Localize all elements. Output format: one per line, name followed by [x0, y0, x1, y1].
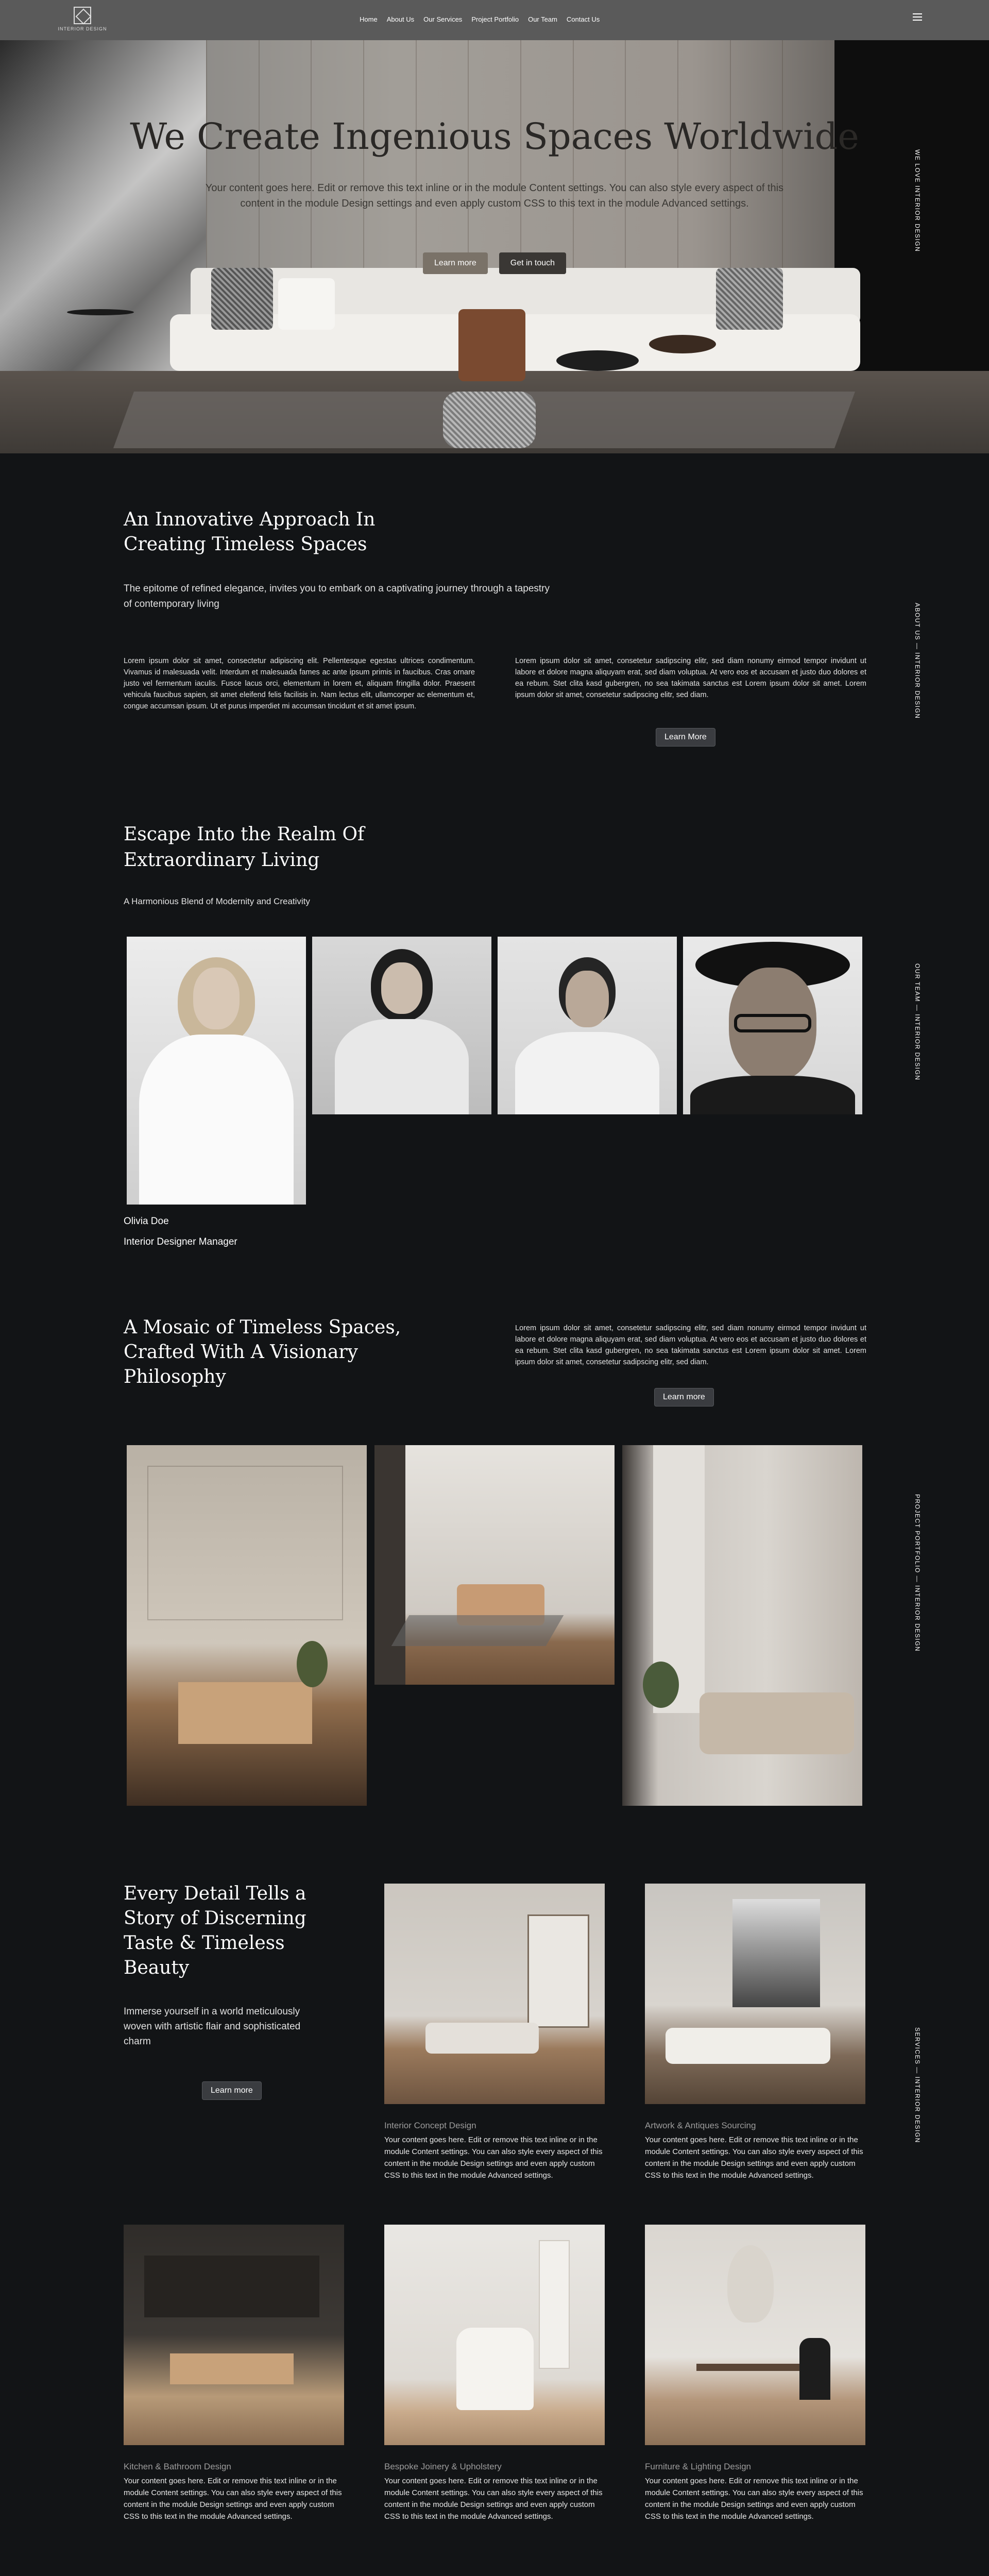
hero-title: We Create Ingenious Spaces Worldwide [130, 115, 859, 158]
portfolio-living-room-image[interactable] [374, 1445, 615, 1685]
services-title: Every Detail Tells a Story of Discerning Taste & Timeless Beauty [124, 1883, 306, 1978]
portfolio-text: Lorem ipsum dolor sit amet, consetetur sadipscing elitr, sed diam nonumy eirmod tempor invidunt ut labore et dolore magna aliquyam erat, sed diam voluptua. At vero eos et accusam et justo duo dolores et ea rebum. Stet clita kasd gubergren, no sea takimata sanctus est Lorem ipsum dolor sit amet. Lorem ipsum dolor sit amet, consetetur sadipscing elitr, sed diam. [515, 1324, 866, 1366]
service-image-artwork[interactable] [645, 1884, 865, 2104]
side-table [67, 309, 134, 315]
nav-home[interactable]: Home [360, 15, 378, 23]
side-label-portfolio: PROJECT PORTFOLIO — INTERIOR DESIGN [914, 1494, 921, 1652]
team-lead: A Harmonious Blend of Modernity and Creativity [124, 896, 310, 906]
hero-subtitle: Your content goes here. Edit or remove this text inline or in the module Content settings. You can also style every aspect of this content in the module Design settings and even apply custom CSS to this text in the module Advanced settings. [205, 182, 784, 209]
coffee-table [556, 350, 639, 371]
about-col1: Lorem ipsum dolor sit amet, consectetur adipiscing elit. Pellentesque egestas ultrices condimentum. Vivamus id malesuada velit. Interdum et malesuada fames ac ante ipsum primis in faucibus. Cras ornare justo vel fermentum iaculis. Fusce lacus orci, elementum in lorem et, aliquam fringilla dolor. Praesent vehicula faucibus sapien, sit amet eleifend felis facilisis in. Nam lectus elit, ullamcorper ac elementum et, congue accumsan ipsum. Ut et purus imperdiet mi accumsan tincidunt et sit amet ipsum. [124, 657, 475, 710]
nav-about[interactable]: About Us [386, 15, 415, 23]
service-image-joinery[interactable] [384, 2225, 605, 2445]
service-image-concept[interactable] [384, 1884, 605, 2104]
hamburger-menu-icon[interactable] [913, 13, 922, 21]
service-title-joinery: Bespoke Joinery & Upholstery [384, 2462, 502, 2471]
portfolio-lounge-image[interactable] [622, 1445, 862, 1806]
site-logo[interactable]: INTERIOR DESIGN [62, 3, 103, 35]
hero-sofa [170, 268, 860, 371]
service-image-furniture[interactable] [645, 2225, 865, 2445]
nav-services[interactable]: Our Services [423, 15, 463, 23]
portfolio-learn-more-button[interactable]: Learn more [654, 1388, 714, 1406]
logo-icon [74, 7, 91, 24]
about-title: An Innovative Approach In Creating Timeless Spaces [124, 509, 376, 555]
nav-contact[interactable]: Contact Us [566, 15, 600, 23]
get-in-touch-button[interactable]: Get in touch [499, 252, 566, 274]
service-text-artwork: Your content goes here. Edit or remove this text inline or in the module Content settings. You can also style every aspect of this content in the module Design settings and even apply custom CSS to this text in the module Advanced settings. [645, 2136, 863, 2180]
nav-portfolio[interactable]: Project Portfolio [471, 15, 519, 23]
service-text-kitchen: Your content goes here. Edit or remove this text inline or in the module Content settings. You can also style every aspect of this content in the module Design settings and even apply custom CSS to this text in the module Advanced settings. [124, 2477, 342, 2521]
team-photo-2[interactable] [312, 937, 491, 1114]
hero-section [0, 0, 989, 453]
side-label-team: OUR TEAM — INTERIOR DESIGN [914, 963, 921, 1081]
team-photo-olivia[interactable] [127, 937, 306, 1205]
side-label-hero: WE LOVE INTERIOR DESIGN [914, 149, 921, 252]
service-title-furniture: Furniture & Lighting Design [645, 2462, 752, 2471]
service-text-joinery: Your content goes here. Edit or remove this text inline or in the module Content settings. You can also style every aspect of this content in the module Design settings and even apply custom CSS to this text in the module Advanced settings. [384, 2477, 603, 2521]
side-label-about: ABOUT US — INTERIOR DESIGN [914, 603, 921, 719]
team-title: Escape Into the Realm Of Extraordinary Living [124, 824, 365, 871]
nav-team[interactable]: Our Team [528, 15, 557, 23]
services-learn-more-button[interactable]: Learn more [202, 2081, 262, 2100]
about-lead: The epitome of refined elegance, invites you to embark on a captivating journey through a tapestry of contemporary living [124, 583, 550, 609]
team-photo-3[interactable] [498, 937, 677, 1114]
portfolio-title: A Mosaic of Timeless Spaces, Crafted With A Visionary Philosophy [124, 1317, 401, 1387]
team-member-role: Interior Designer Manager [124, 1236, 237, 1247]
service-image-kitchen[interactable] [124, 2225, 344, 2445]
ottoman [443, 392, 536, 448]
about-col2: Lorem ipsum dolor sit amet, consetetur sadipscing elitr, sed diam nonumy eirmod tempor invidunt ut labore et dolore magna aliquyam erat, sed diam voluptua. At vero eos et accusam et justo duo dolores et ea rebum. Stet clita kasd gubergren, no sea takimata sanctus est Lorem ipsum dolor sit amet. Lorem ipsum dolor sit amet, consetetur sadipscing elitr, sed diam. [515, 657, 866, 699]
service-text-furniture: Your content goes here. Edit or remove this text inline or in the module Content settings. You can also style every aspect of this content in the module Design settings and even apply custom CSS to this text in the module Advanced settings. [645, 2477, 863, 2521]
portfolio-kitchen-image[interactable] [127, 1445, 367, 1806]
about-learn-more-button[interactable]: Learn More [656, 728, 715, 747]
services-lead: Immerse yourself in a world meticulously woven with artistic flair and sophisticated charm [124, 2006, 301, 2047]
top-nav [0, 0, 989, 40]
service-title-concept: Interior Concept Design [384, 2121, 476, 2130]
side-label-services: SERVICES — INTERIOR DESIGN [914, 2027, 921, 2143]
service-text-concept: Your content goes here. Edit or remove this text inline or in the module Content settings. You can also style every aspect of this content in the module Design settings and even apply custom CSS to this text in the module Advanced settings. [384, 2136, 603, 2180]
team-photo-4[interactable] [683, 937, 862, 1114]
coffee-table-2 [649, 335, 716, 353]
learn-more-button[interactable]: Learn more [423, 252, 488, 274]
team-member-name: Olivia Doe [124, 1216, 169, 1227]
service-title-kitchen: Kitchen & Bathroom Design [124, 2462, 231, 2471]
main-menu [360, 15, 600, 23]
service-title-artwork: Artwork & Antiques Sourcing [645, 2121, 756, 2130]
